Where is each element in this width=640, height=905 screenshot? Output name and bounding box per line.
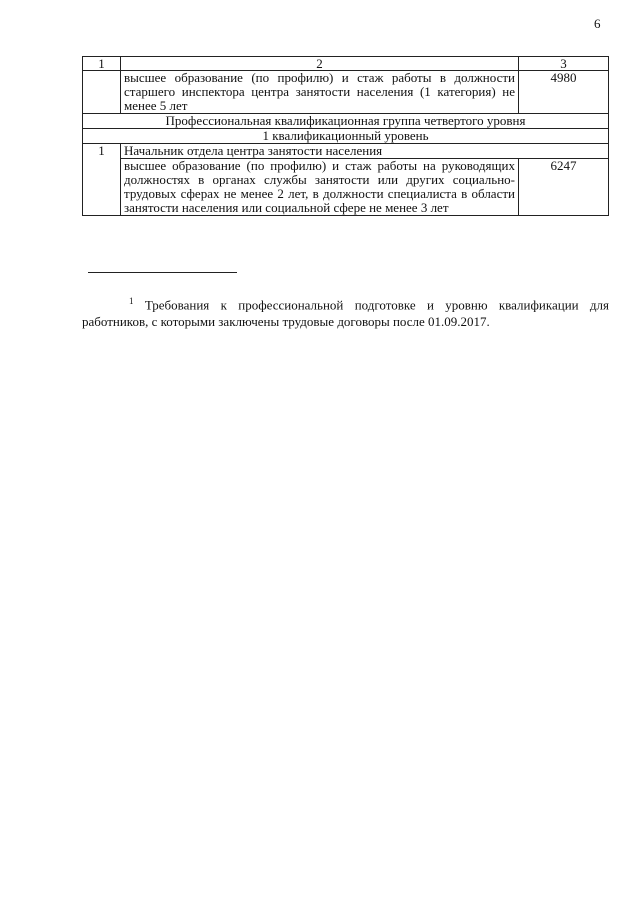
header-col-3: 3 — [519, 57, 609, 71]
table-header-row — [83, 57, 609, 71]
group-row — [83, 114, 609, 129]
level-title: 1 квалификационный уровень — [83, 129, 609, 144]
row-number — [83, 71, 121, 114]
table-row — [83, 71, 609, 114]
page-number: 6 — [594, 16, 601, 31]
table-row — [83, 144, 609, 159]
footnote-mark: 1 — [129, 296, 134, 306]
level-row — [83, 129, 609, 144]
table-row — [83, 159, 609, 216]
qualification-table — [82, 56, 609, 216]
footnote-text: Требования к профессиональной подготовке и уровню квалификации для работников, с которыми заключены трудовые договоры после 01.09.2017. — [82, 297, 610, 330]
group-title: Профессиональная квалификационная группа четвертого уровня — [83, 114, 609, 129]
position-name: Начальник отдела центра занятости населения — [121, 144, 609, 159]
header-col-2: 2 — [121, 57, 519, 71]
row-number: 1 — [83, 144, 121, 216]
salary-value: 4980 — [519, 71, 609, 114]
salary-value: 6247 — [519, 159, 609, 216]
footnote-separator — [88, 272, 237, 273]
requirement-text: высшее образование (по профилю) и стаж работы в должности старшего инспектора центра занятости населения (1 категория) не менее 5 лет — [121, 71, 519, 114]
footnote — [82, 293, 609, 330]
requirement-text: высшее образование (по профилю) и стаж работы на руководящих должностях в органах службы занятости или других социально-трудовых сферах не менее 2 лет, в должности специалиста в области занятости населения или социальной сфере не менее 3 лет — [121, 159, 519, 216]
header-col-1: 1 — [83, 57, 121, 71]
